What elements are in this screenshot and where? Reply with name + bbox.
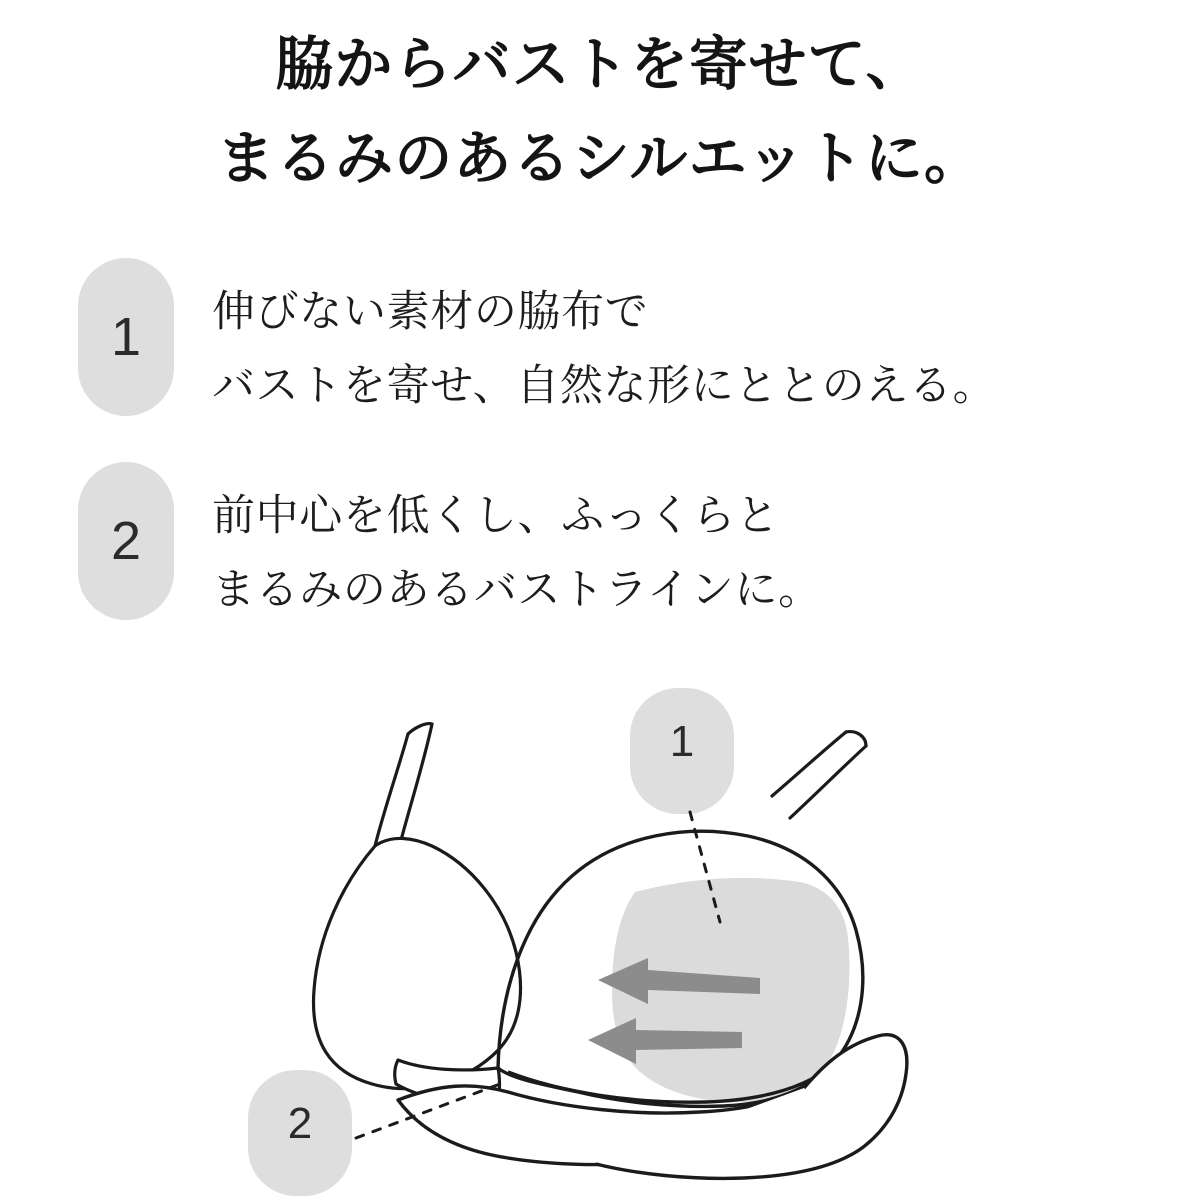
left-cup	[313, 838, 520, 1088]
feature-text-1	[212, 258, 996, 424]
feature-text-1-line-2: バストを寄せ、自然な形にととのえる。	[212, 361, 997, 410]
left-strap	[375, 724, 432, 846]
feature-item-1	[78, 258, 1158, 424]
callout-1-label: 1	[669, 717, 695, 766]
page-title-line-2: まるみのあるシルエットに。	[216, 125, 984, 191]
bra-illustration	[0, 660, 1200, 1200]
feature-text-2-line-1: 前中心を低くし、ふっくらと	[212, 491, 780, 540]
feature-badge-1: 1	[78, 258, 174, 416]
page-title-line-1: 脇からバストを寄せて、	[275, 32, 925, 97]
callout-2-label: 2	[287, 1099, 313, 1148]
feature-text-2-line-2: まるみのあるバストラインに。	[212, 565, 822, 614]
feature-list	[78, 258, 1158, 666]
feature-text-2	[212, 462, 822, 628]
page-title	[0, 18, 1200, 206]
feature-text-1-line-1: 伸びない素材の脇布で	[212, 288, 649, 336]
feature-badge-2: 2	[78, 462, 174, 620]
right-strap	[772, 732, 866, 818]
feature-item-2	[78, 462, 1158, 628]
